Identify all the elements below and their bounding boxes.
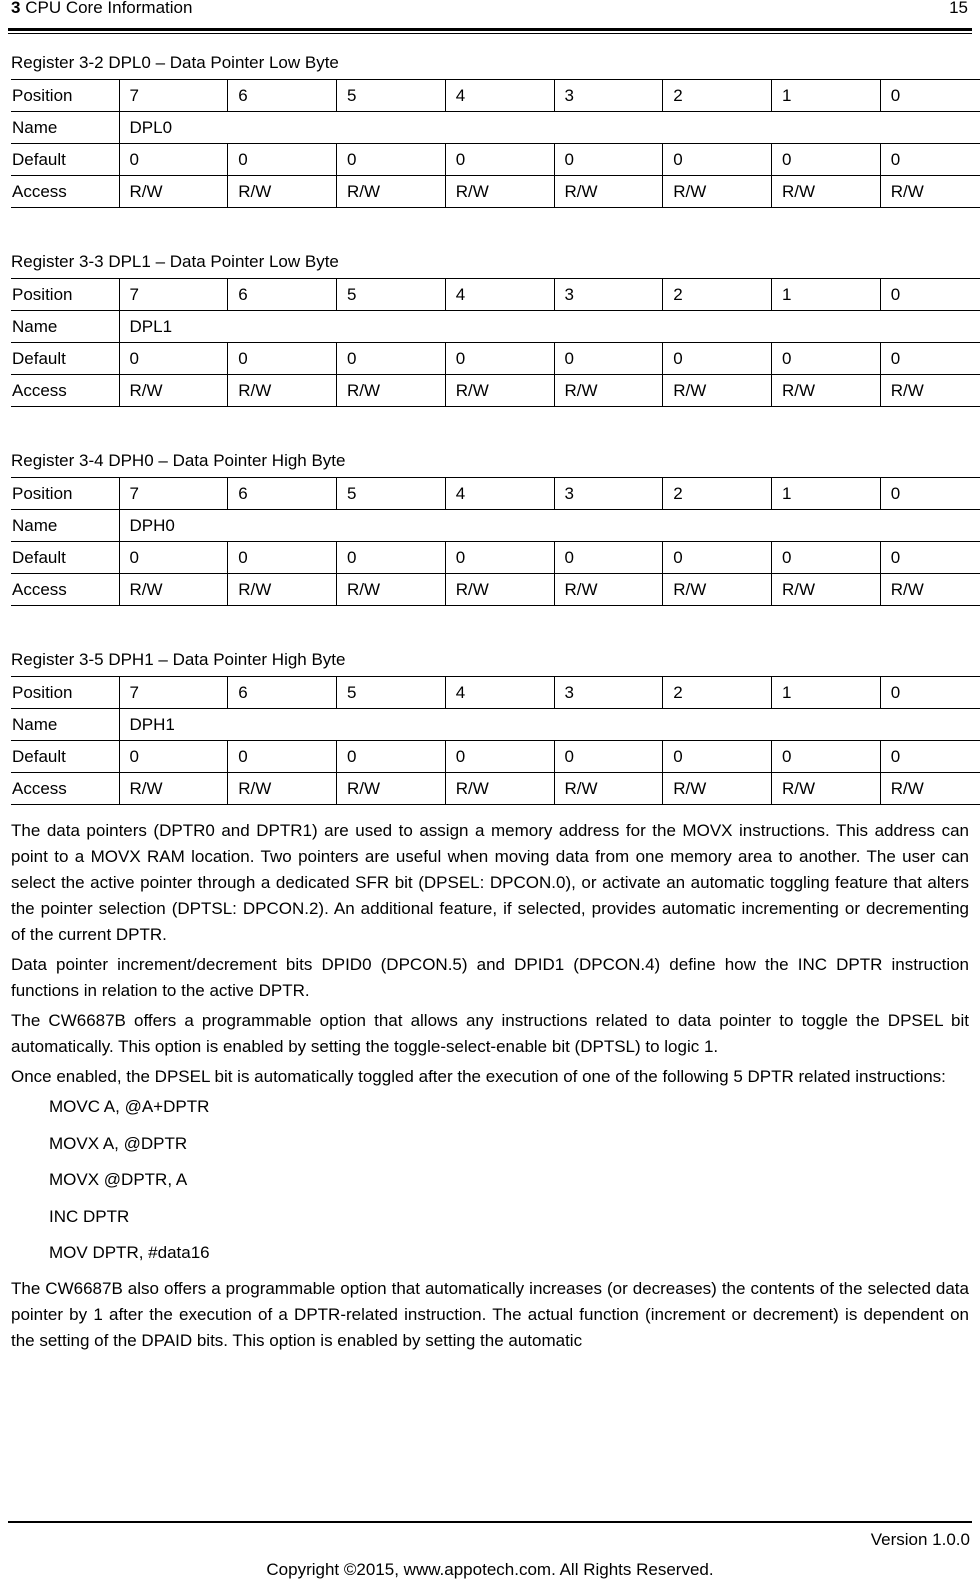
bit-default: 0 (880, 741, 980, 773)
bit-position: 7 (119, 279, 228, 311)
bit-default: 0 (119, 542, 228, 574)
default-row (11, 542, 980, 574)
bit-default: 0 (663, 144, 772, 176)
bit-access: R/W (554, 773, 663, 805)
header-rule-thin (8, 33, 972, 34)
bit-position: 6 (228, 80, 337, 112)
bit-default: 0 (663, 343, 772, 375)
default-row (11, 343, 980, 375)
bit-default: 0 (337, 343, 446, 375)
row-label: Name (11, 510, 119, 542)
bit-access: R/W (880, 773, 980, 805)
bit-access: R/W (119, 176, 228, 208)
bit-default: 0 (119, 144, 228, 176)
bit-position: 2 (663, 80, 772, 112)
row-label: Position (11, 279, 119, 311)
bit-default: 0 (445, 144, 554, 176)
copyright-notice: Copyright ©2015, www.appotech.com. All Rights Reserved. (266, 1560, 714, 1579)
register-table (11, 79, 980, 208)
bit-access: R/W (445, 176, 554, 208)
position-row (11, 677, 980, 709)
bit-access: R/W (663, 176, 772, 208)
bit-position: 4 (445, 478, 554, 510)
register-name: DPH1 (119, 709, 980, 741)
row-label: Access (11, 773, 119, 805)
bit-access: R/W (445, 773, 554, 805)
body-text (11, 818, 969, 1358)
default-row (11, 144, 980, 176)
bit-default: 0 (445, 542, 554, 574)
position-row (11, 80, 980, 112)
bit-access: R/W (337, 574, 446, 606)
register-dph0 (11, 450, 979, 606)
bit-access: R/W (772, 574, 881, 606)
row-label: Name (11, 311, 119, 343)
bit-default: 0 (337, 144, 446, 176)
name-row (11, 709, 980, 741)
bit-default: 0 (663, 741, 772, 773)
bit-access: R/W (663, 375, 772, 407)
bit-position: 0 (880, 677, 980, 709)
bit-position: 0 (880, 80, 980, 112)
bit-access: R/W (119, 574, 228, 606)
bit-default: 0 (554, 144, 663, 176)
name-row (11, 112, 980, 144)
bit-access: R/W (337, 176, 446, 208)
register-name: DPH0 (119, 510, 980, 542)
bit-position: 7 (119, 80, 228, 112)
bit-access: R/W (119, 375, 228, 407)
name-row (11, 510, 980, 542)
access-row (11, 375, 980, 407)
paragraph: Data pointer increment/decrement bits DPID0 (DPCON.5) and DPID1 (DPCON.4) define how the INC DPTR instruction functions in relation to the active DPTR. (11, 955, 969, 1000)
bit-default: 0 (337, 741, 446, 773)
register-table (11, 676, 980, 805)
bit-access: R/W (663, 574, 772, 606)
row-label: Default (11, 343, 119, 375)
bit-access: R/W (554, 375, 663, 407)
row-label: Access (11, 176, 119, 208)
bit-position: 7 (119, 478, 228, 510)
position-row (11, 478, 980, 510)
instruction-item: MOVX A, @DPTR (49, 1133, 188, 1153)
row-label: Position (11, 478, 119, 510)
bit-position: 1 (772, 80, 881, 112)
register-dph1 (11, 649, 979, 805)
access-row (11, 574, 980, 606)
bit-access: R/W (554, 176, 663, 208)
register-dpl1 (11, 251, 979, 407)
bit-position: 3 (554, 80, 663, 112)
bit-default: 0 (772, 741, 881, 773)
bit-default: 0 (119, 741, 228, 773)
register-table (11, 477, 980, 606)
bit-position: 5 (337, 677, 446, 709)
row-label: Name (11, 112, 119, 144)
bit-access: R/W (119, 773, 228, 805)
bit-position: 2 (663, 677, 772, 709)
row-label: Name (11, 709, 119, 741)
bit-access: R/W (445, 574, 554, 606)
instruction-list (49, 1089, 969, 1272)
chapter-number: 3 (11, 0, 21, 17)
position-row (11, 279, 980, 311)
register-table (11, 278, 980, 407)
bit-access: R/W (880, 176, 980, 208)
bit-position: 7 (119, 677, 228, 709)
bit-position: 6 (228, 677, 337, 709)
row-label: Access (11, 574, 119, 606)
bit-default: 0 (772, 542, 881, 574)
bit-default: 0 (228, 144, 337, 176)
bit-position: 3 (554, 478, 663, 510)
bit-default: 0 (554, 741, 663, 773)
bit-position: 5 (337, 279, 446, 311)
register-caption: Register 3-3 DPL1 – Data Pointer Low Byte (11, 252, 339, 271)
name-row (11, 311, 980, 343)
page-number: 15 (949, 0, 968, 17)
bit-position: 3 (554, 279, 663, 311)
bit-access: R/W (663, 773, 772, 805)
instruction-item: INC DPTR (49, 1206, 130, 1226)
row-label: Position (11, 80, 119, 112)
bit-access: R/W (880, 375, 980, 407)
bit-position: 1 (772, 279, 881, 311)
bit-access: R/W (772, 176, 881, 208)
bit-access: R/W (228, 375, 337, 407)
register-caption: Register 3-5 DPH1 – Data Pointer High Byte (11, 650, 346, 669)
row-label: Access (11, 375, 119, 407)
bit-position: 3 (554, 677, 663, 709)
footer-rule (8, 1521, 972, 1523)
bit-position: 4 (445, 80, 554, 112)
bit-access: R/W (228, 773, 337, 805)
bit-access: R/W (772, 773, 881, 805)
bit-default: 0 (772, 144, 881, 176)
access-row (11, 773, 980, 805)
bit-default: 0 (228, 542, 337, 574)
instruction-item: MOV DPTR, #data16 (49, 1243, 210, 1262)
paragraph: The data pointers (DPTR0 and DPTR1) are used to assign a memory address for the MOVX instructions. This address can point to a MOVX RAM location. Two pointers are useful when moving data from one memory area to another. The user can select the active pointer through a dedicated SFR bit (DPSEL: DPCON.0), or activate an automatic toggling feature that alters the pointer selection (DPTSL: DPCON.2). An additional feature, if selected, provides automatic incrementing or decrementing of the current DPTR. (11, 821, 969, 944)
row-label: Default (11, 144, 119, 176)
chapter-heading (11, 0, 192, 18)
bit-position: 0 (880, 478, 980, 510)
bit-default: 0 (445, 343, 554, 375)
bit-default: 0 (880, 343, 980, 375)
instruction-item: MOVC A, @A+DPTR (49, 1097, 210, 1116)
bit-default: 0 (337, 542, 446, 574)
bit-position: 4 (445, 677, 554, 709)
bit-position: 0 (880, 279, 980, 311)
bit-default: 0 (663, 542, 772, 574)
bit-position: 6 (228, 279, 337, 311)
bit-default: 0 (228, 343, 337, 375)
bit-access: R/W (228, 574, 337, 606)
bit-access: R/W (772, 375, 881, 407)
chapter-title: CPU Core Information (25, 0, 193, 17)
bit-access: R/W (880, 574, 980, 606)
bit-default: 0 (772, 343, 881, 375)
bit-default: 0 (445, 741, 554, 773)
bit-default: 0 (119, 343, 228, 375)
bit-position: 6 (228, 478, 337, 510)
bit-position: 4 (445, 279, 554, 311)
bit-access: R/W (445, 375, 554, 407)
paragraph: The CW6687B offers a programmable option that allows any instructions related to data pointer to toggle the DPSEL bit automatically. This option is enabled by setting the toggle-select-enable bit (DPTSL) to logic 1. (11, 1011, 969, 1056)
row-label: Position (11, 677, 119, 709)
version-label: Version 1.0.0 (870, 1530, 970, 1549)
bit-position: 1 (772, 478, 881, 510)
paragraph: Once enabled, the DPSEL bit is automatically toggled after the execution of one of the following 5 DPTR related instructions: (11, 1067, 946, 1086)
bit-position: 1 (772, 677, 881, 709)
bit-access: R/W (228, 176, 337, 208)
register-caption: Register 3-4 DPH0 – Data Pointer High Byte (11, 451, 346, 470)
bit-position: 2 (663, 478, 772, 510)
bit-position: 5 (337, 80, 446, 112)
bit-default: 0 (880, 144, 980, 176)
bit-default: 0 (880, 542, 980, 574)
register-name: DPL1 (119, 311, 980, 343)
bit-position: 2 (663, 279, 772, 311)
row-label: Default (11, 741, 119, 773)
bit-position: 5 (337, 478, 446, 510)
paragraph: The CW6687B also offers a programmable option that automatically increases (or decreases) the contents of the selected data pointer by 1 after the execution of a DPTR-related instruction. The actual function (increment or decrement) is dependent on the setting of the DPAID bits. This option is enabled by setting the automatic (11, 1278, 969, 1350)
register-caption: Register 3-2 DPL0 – Data Pointer Low Byte (11, 53, 339, 72)
row-label: Default (11, 542, 119, 574)
bit-default: 0 (554, 343, 663, 375)
bit-default: 0 (554, 542, 663, 574)
bit-access: R/W (337, 773, 446, 805)
bit-access: R/W (554, 574, 663, 606)
access-row (11, 176, 980, 208)
page-header (11, 0, 968, 22)
default-row (11, 741, 980, 773)
instruction-item: MOVX @DPTR, A (49, 1170, 188, 1189)
bit-default: 0 (228, 741, 337, 773)
bit-access: R/W (337, 375, 446, 407)
register-name: DPL0 (119, 112, 980, 144)
register-dpl0 (11, 52, 979, 208)
header-rule-thick (8, 28, 972, 31)
